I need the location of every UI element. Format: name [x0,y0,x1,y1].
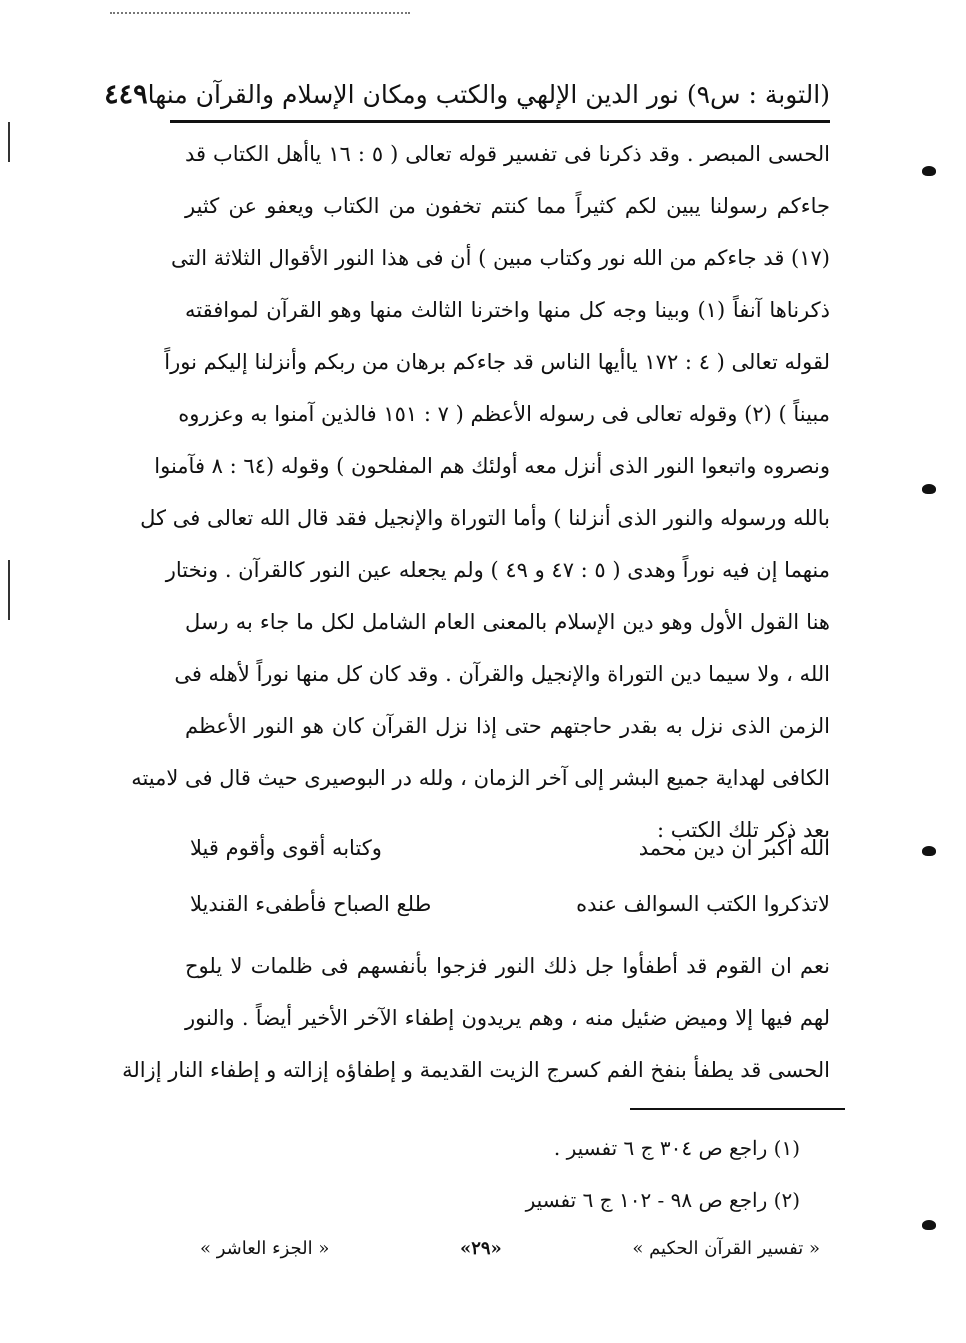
text-line: الزمن الذى نزل به بقدر حاجتهم حتى إذا نزل القرآن كان هو النور الأعظم [185,714,830,738]
text-line: لقوله تعالى ( ٤ : ١٧٢ ياأيها الناس قد جاءكم برهان من ربكم وأنزلنا إليكم نوراً [164,350,830,374]
footnotes [380,1122,800,1226]
margin-ink-mark [922,1220,936,1230]
margin-ink-mark [922,846,936,856]
text-line: (١٧) قد جاءكم من الله نور وكتاب مبين ) أن فى هذا النور الأقوال الثلاثة التى [171,246,830,270]
margin-ink-mark [922,166,936,176]
text-line: بعد ذكر تلك الكتب : [657,818,830,842]
footnote-divider [630,1108,845,1110]
text-line: جاءكم رسولنا يبين لكم كثيراً مما كنتم تخفون من الكتاب ويعفو عن كثير [185,194,830,218]
page-number: ٤٤٩ [104,78,148,110]
text-line: ذكرناها آنفاً (١) وبينا وجه كل منها واخترنا الثالث منها وهو القرآن لموافقته [185,298,830,322]
footer-part: « الجزء العاشر » [200,1237,330,1259]
running-header [104,68,830,123]
scan-edge-rule [110,12,410,14]
text-line: الله ، ولا سيما دين التوراة والإنجيل والقرآن . وقد كان كل منها نوراً لأهله فى [174,662,830,686]
text-line: نعم ان القوم قد أطفأوا جل ذلك النور فزجوا بأنفسهم فى ظلمات لا يلوح [185,954,830,978]
main-text [131,128,830,856]
header-title: (التوبة : س٩) نور الدين الإلهي والكتب ومكان الإسلام والقرآن منها [147,79,830,109]
main-text-continued [122,940,830,1096]
text-line: ونصروه واتبعوا النور الذى أنزل معه أولئك هم المفلحون ) وقوله (٦٤ : ٨ فآمنوا [154,454,830,478]
verse-first-hemistich: الله أكبر ان دين محمد [638,836,830,860]
verse-line [190,876,830,932]
text-line: الحسى المبصر . وقد ذكرنا فى تفسير قوله تعالى ( ٥ : ١٦ ياأهل الكتاب قد [185,142,830,166]
text-line: الكافى لهداية جميع البشر إلى آخر الزمان ، ولله در البوصيرى حيث قال فى لاميته [131,766,830,790]
text-line: بالله ورسوله والنور الذى أنزلنا ) وأما التوراة والإنجيل فقد قال الله تعالى فى كل [140,506,830,530]
verse-first-hemistich: لاتذكروا الكتب السوالف عنده [576,892,830,916]
footnote: (٢) راجع ص ٩٨ - ١٠٢ ج ٦ تفسير [525,1188,800,1212]
verse-second-hemistich: طلع الصباح فأطفىء القنديلا [190,892,432,916]
text-line: هنا القول الأول وهو دين الإسلام بالمعنى العام الشامل لكل ما جاء به رسل [185,610,830,634]
verse-line [190,820,830,876]
scan-edge-mark [8,560,10,620]
text-line: منهما إن فيه نوراً وهدى ( ٥ : ٤٧ و ٤٩ ) ولم يجعله عين النور كالقرآن . ونختار [165,558,830,582]
text-line: الحسى قد يطفأ بنفخ الفم كسرج الزيت القديمة و إطفاؤه إزالته و إطفاء النار إزالة [122,1058,830,1082]
text-line: لهم فيها إلا وميض ضئيل منه ، وهم يريدون إطفاء الآخر الأخير أيضاً . والنور [185,1006,830,1030]
scan-edge-mark [8,122,10,162]
text-line: مبيناً ) (٢) وقوله تعالى فى رسوله الأعظم ( ٧ : ١٥١ فالذين آمنوا به وعزروه [178,402,830,426]
footer-signature-number: «٢٩» [459,1237,502,1259]
verse-second-hemistich: وكتابه أقوى وأقوم قيلا [190,836,382,860]
footer-book-title: « تفسير القرآن الحكيم » [632,1237,820,1259]
footnote: (١) راجع ص ٣٠٤ ج ٦ تفسير . [553,1136,800,1160]
page-footer [200,1228,820,1268]
poetry-verses [190,820,830,932]
margin-ink-mark [922,484,936,494]
